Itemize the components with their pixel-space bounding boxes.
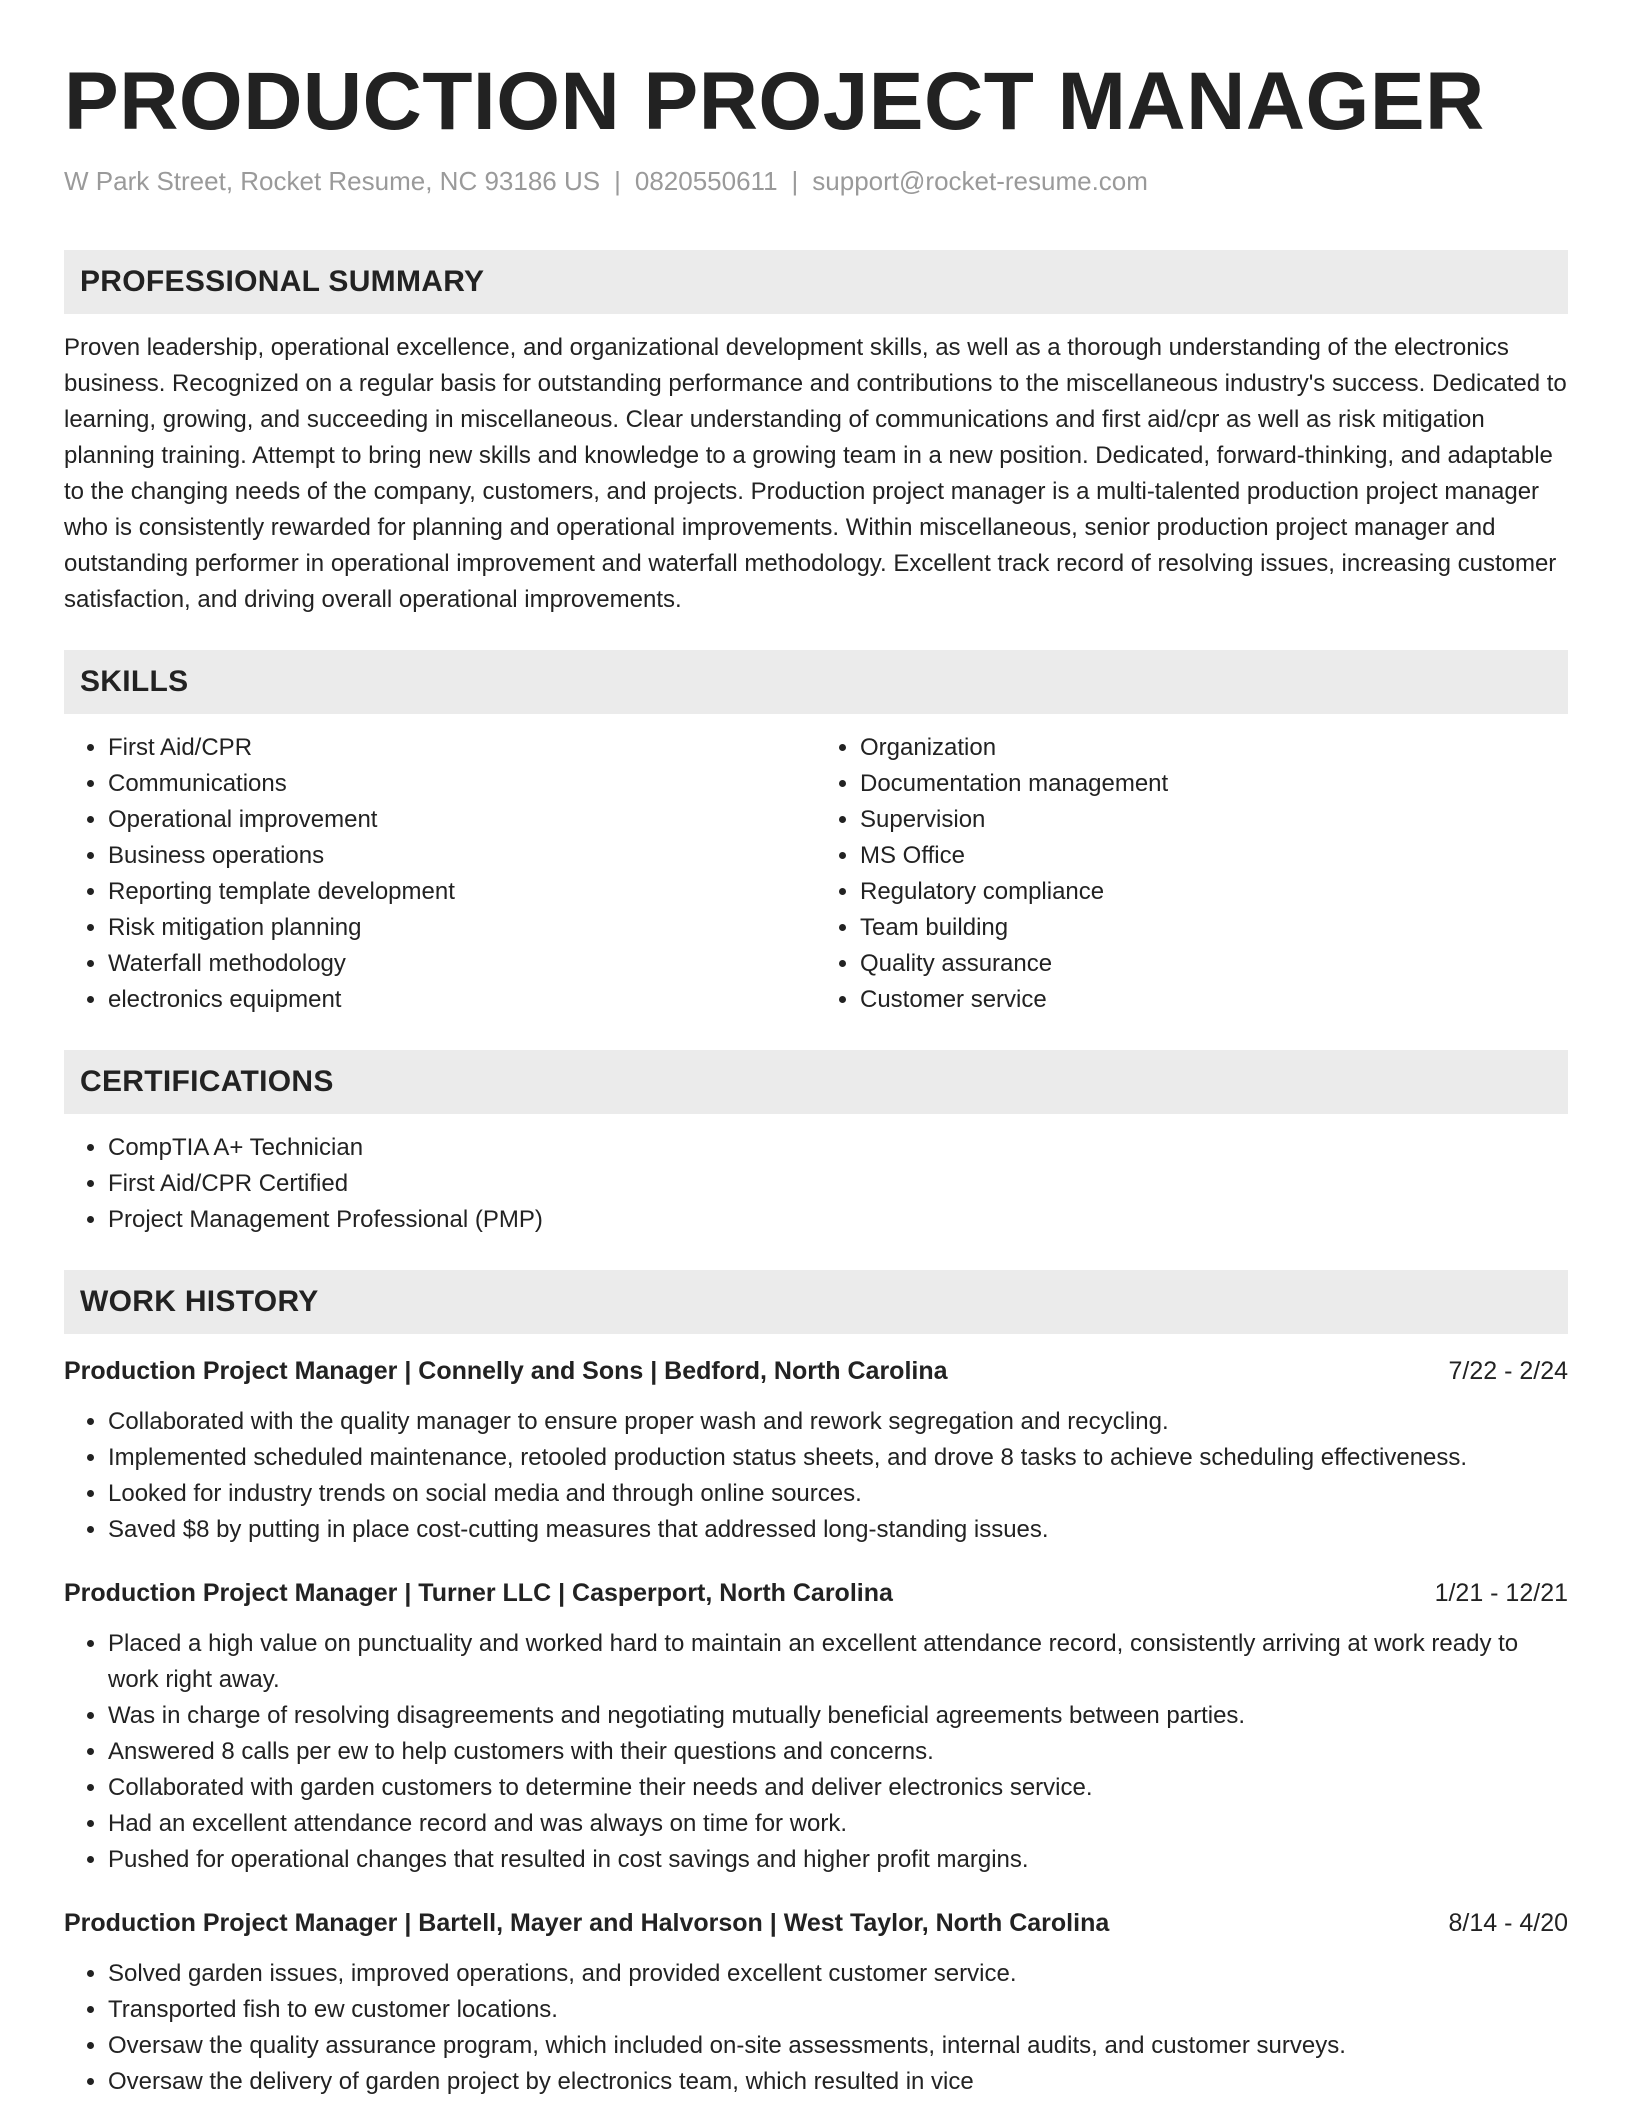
job-bullet: • Implemented scheduled maintenance, retooled production status sheets, and drove 8 tasks to achieve scheduling effectiveness. (108, 1440, 1568, 1476)
job-dates: 1/21 - 12/21 (1434, 1579, 1568, 1607)
skills-right-list (816, 730, 1568, 1018)
contact-email: support@rocket-resume.com (812, 166, 1148, 196)
job-bullet: • Had an excellent attendance record and was always on time for work. (108, 1806, 1568, 1842)
job-title: Production Project Manager | Bartell, Mayer and Halvorson | West Taylor, North Carolina (64, 1909, 1110, 1937)
job-bullet: • Solved garden issues, improved operations, and provided excellent customer service. (108, 1956, 1568, 1992)
certification-item: • Project Management Professional (PMP) (108, 1202, 1568, 1238)
job-entry (64, 1354, 1568, 1548)
job-title: Production Project Manager | Connelly and Sons | Bedford, North Carolina (64, 1357, 948, 1385)
contact-separator: | (791, 166, 799, 196)
contact-phone: 0820550611 (634, 166, 778, 196)
job-header (64, 1576, 1568, 1610)
job-bullets (64, 1626, 1568, 1878)
skill-item: • electronics equipment (108, 982, 816, 1018)
section-heading-skills: SKILLS (64, 650, 1568, 714)
job-dates: 7/22 - 2/24 (1448, 1357, 1568, 1385)
job-bullet: • Collaborated with the quality manager to ensure proper wash and rework segregation and recycling. (108, 1404, 1568, 1440)
contact-line (64, 164, 1568, 198)
skills-left-list (64, 730, 816, 1018)
job-bullet: • Collaborated with garden customers to determine their needs and deliver electronics service. (108, 1770, 1568, 1806)
skill-item: • Business operations (108, 838, 816, 874)
skill-item: • Waterfall methodology (108, 946, 816, 982)
job-bullet: • Looked for industry trends on social media and through online sources. (108, 1476, 1568, 1512)
skill-item: • Organization (860, 730, 1568, 766)
skill-item: • Operational improvement (108, 802, 816, 838)
certification-item: • CompTIA A+ Technician (108, 1130, 1568, 1166)
skill-item: • First Aid/CPR (108, 730, 816, 766)
job-bullet: • Oversaw the delivery of garden project by electronics team, which resulted in vice (108, 2064, 1568, 2100)
contact-address: W Park Street, Rocket Resume, NC 93186 US (64, 166, 601, 196)
resume-title: PRODUCTION PROJECT MANAGER (64, 56, 1485, 147)
job-title: Production Project Manager | Turner LLC | Casperport, North Carolina (64, 1579, 893, 1607)
job-bullets (64, 1956, 1568, 2100)
section-heading-summary: PROFESSIONAL SUMMARY (64, 250, 1568, 314)
skill-item: • Supervision (860, 802, 1568, 838)
skill-item: • Reporting template development (108, 874, 816, 910)
job-bullet: • Was in charge of resolving disagreements and negotiating mutually beneficial agreements between parties. (108, 1698, 1568, 1734)
job-dates: 8/14 - 4/20 (1448, 1909, 1568, 1937)
certification-item: • First Aid/CPR Certified (108, 1166, 1568, 1202)
skill-item: • MS Office (860, 838, 1568, 874)
skill-item: • Customer service (860, 982, 1568, 1018)
job-bullet: • Transported fish to ew customer locations. (108, 1992, 1568, 2028)
skill-item: • Quality assurance (860, 946, 1568, 982)
certifications-list (64, 1130, 1568, 1238)
skill-item: • Risk mitigation planning (108, 910, 816, 946)
skill-item: • Team building (860, 910, 1568, 946)
job-bullet: • Pushed for operational changes that resulted in cost savings and higher profit margins. (108, 1842, 1568, 1878)
section-heading-work-history: WORK HISTORY (64, 1270, 1568, 1334)
job-bullets (64, 1404, 1568, 1548)
job-entry (64, 1576, 1568, 1878)
skill-item: • Regulatory compliance (860, 874, 1568, 910)
job-bullet: • Placed a high value on punctuality and worked hard to maintain an excellent attendance record, consistently arriving at work ready to work right away. (108, 1626, 1568, 1698)
section-heading-certifications: CERTIFICATIONS (64, 1050, 1568, 1114)
skill-item: • Communications (108, 766, 816, 802)
job-bullet: • Saved $8 by putting in place cost-cutting measures that addressed long-standing issues. (108, 1512, 1568, 1548)
skill-item: • Documentation management (860, 766, 1568, 802)
job-entry (64, 1906, 1568, 2100)
job-header (64, 1354, 1568, 1388)
job-bullet: • Oversaw the quality assurance program, which included on-site assessments, internal audits, and customer surveys. (108, 2028, 1568, 2064)
job-header (64, 1906, 1568, 1940)
summary-text: Proven leadership, operational excellence, and organizational development skills, as well as a thorough understanding of the electronics business. Recognized on a regular basis for outstanding performance and contributions to the miscellaneous industry's success. Dedicated to learning, growing, and succeeding in miscellaneous. Clear understanding of communications and first aid/cpr as well as risk mitigation planning training. Attempt to bring new skills and knowledge to a growing team in a new position. Dedicated, forward-thinking, and adaptable to the changing needs of the company, customers, and projects. Production project manager is a multi-talented production project manager who is consistently rewarded for planning and operational improvements. Within miscellaneous, senior production project manager and outstanding performer in operational improvement and waterfall methodology. Excellent track record of resolving issues, increasing customer satisfaction, and driving overall operational improvements. (64, 334, 1567, 613)
contact-separator: | (614, 166, 621, 196)
skills-columns (64, 730, 1568, 1018)
job-bullet: • Answered 8 calls per ew to help customers with their questions and concerns. (108, 1734, 1568, 1770)
